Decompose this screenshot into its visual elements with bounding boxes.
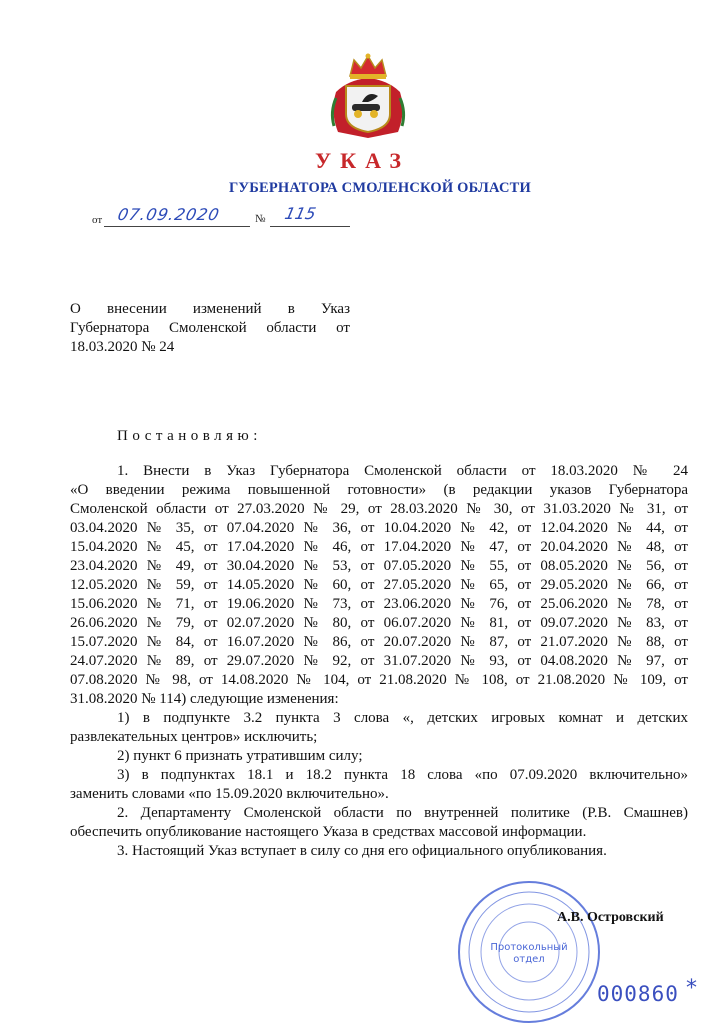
body-line: 24.07.2020 № 89, от 29.07.2020 № 92, от 31.07.2020 № 93, от 04.08.2020 № 97, от (70, 653, 688, 669)
body-line: обеспечить опубликование настоящего Указа в средствах массовой информации. (70, 824, 587, 840)
body-line: 31.08.2020 № 114) следующие изменения: (70, 691, 339, 707)
number-label: № (255, 213, 266, 225)
body-line: 03.04.2020 № 35, от 07.04.2020 № 36, от 10.04.2020 № 42, от 12.04.2020 № 44, от (70, 520, 688, 536)
body-line: 23.04.2020 № 49, от 30.04.2020 № 53, от 07.05.2020 № 55, от 08.05.2020 № 56, от (70, 558, 688, 574)
subject-line: 18.03.2020 № 24 (70, 339, 175, 355)
signer-name: А.В. Островский (557, 910, 664, 925)
document-subtitle: ГУБЕРНАТОРА СМОЛЕНСКОЙ ОБЛАСТИ (228, 180, 532, 196)
subject-line: О внесении изменений в Указ (70, 301, 350, 317)
date-underline (104, 226, 250, 227)
body-line: 2. Департаменту Смоленской области по внутренней политике (Р.В. Смашнев) (117, 805, 688, 821)
body-line: 15.07.2020 № 84, от 16.07.2020 № 86, от 20.07.2020 № 87, от 21.07.2020 № 88, от (70, 634, 688, 650)
registration-number: 000860 (597, 982, 679, 1006)
body-line: 12.05.2020 № 59, от 14.05.2020 № 60, от 27.05.2020 № 65, от 29.05.2020 № 66, от (70, 577, 688, 593)
body-line: развлекательных центров» исключить; (70, 729, 318, 745)
body-line: заменить словами «по 15.09.2020 включительно». (70, 786, 389, 802)
registration-mark: * (686, 976, 697, 1001)
handwritten-number: 115 (282, 204, 318, 223)
body-line: 3. Настоящий Указ вступает в силу со дня его официального опубликования. (117, 843, 607, 859)
subject-line: Губернатора Смоленской области от (70, 320, 350, 336)
date-label: от (92, 214, 103, 226)
handwritten-date: 07.09.2020 (115, 205, 222, 224)
document-body (70, 462, 688, 861)
body-line: 1) в подпункте 3.2 пункта 3 слова «, детских игровых комнат и детских (117, 710, 688, 726)
body-line: Смоленской области от 27.03.2020 № 29, от 28.03.2020 № 30, от 31.03.2020 № 31, от (70, 501, 688, 517)
official-seal-stamp (455, 878, 603, 1026)
body-line: 15.06.2020 № 71, от 19.06.2020 № 73, от 23.06.2020 № 76, от 25.06.2020 № 78, от (70, 596, 688, 612)
decree-word: Постановляю: (117, 428, 262, 444)
body-line: 15.04.2020 № 45, от 17.04.2020 № 46, от 17.04.2020 № 47, от 20.04.2020 № 48, от (70, 539, 688, 555)
body-line: 3) в подпунктах 18.1 и 18.2 пункта 18 слова «по 07.09.2020 включительно» (117, 767, 688, 783)
body-line: 1. Внести в Указ Губернатора Смоленской области от 18.03.2020 № 24 (117, 463, 688, 479)
body-line: 26.06.2020 № 79, от 02.07.2020 № 80, от 06.07.2020 № 81, от 09.07.2020 № 83, от (70, 615, 688, 631)
document-title: УКАЗ (314, 148, 411, 173)
coat-of-arms-emblem (328, 52, 408, 142)
document-subject (70, 300, 350, 357)
number-underline (270, 226, 350, 227)
stamp-center-line: Протокольный (490, 942, 568, 953)
body-line: «О введении режима повышенной готовности» (в редакции указов Губернатора (70, 482, 688, 498)
stamp-center-line: отдел (513, 954, 545, 965)
body-line: 07.08.2020 № 98, от 14.08.2020 № 104, от 21.08.2020 № 108, от 21.08.2020 № 109, от (70, 672, 688, 688)
body-line: 2) пункт 6 признать утратившим силу; (117, 748, 363, 764)
